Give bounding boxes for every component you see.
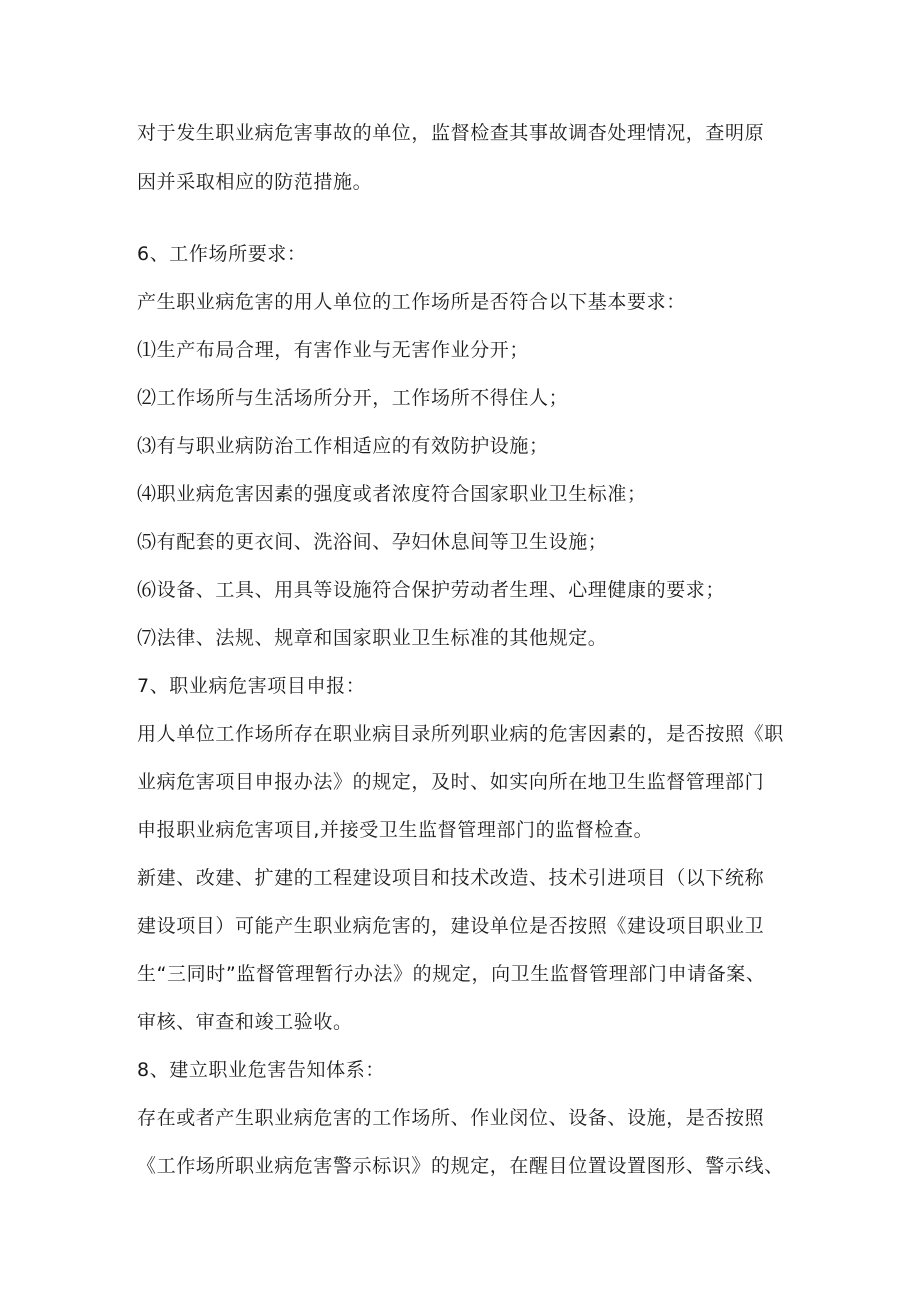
paragraph-line: 因并采取相应的防范措施。: [137, 171, 373, 193]
section-6-heading: 6、工作场所要求：: [137, 243, 307, 265]
section-6-intro: 产生职业病危害的用人单位的工作场所是否符合以下基本要求：: [137, 291, 686, 313]
list-item: ⑺法律、法规、规章和国家职业卫生标准的其他规定。: [137, 627, 608, 649]
list-item: ⑵工作场所与生活场所分开，工作场所不得住人；: [137, 387, 569, 409]
paragraph-line: 用人单位工作场所存在职业病目录所列职业病的危害因素的，是否按照《职: [137, 723, 784, 745]
paragraph-line: 业病危害项目申报办法》的规定，及时、如实向所在地卫生监督管理部门: [137, 771, 765, 793]
list-item: ⑶有与职业病防治工作相适应的有效防护设施；: [137, 435, 549, 457]
paragraph-line: 审核、审查和竣工验收。: [137, 1011, 353, 1033]
paragraph-line: 申报职业病危害项目,并接受卫生监督管理部门的监督检查。: [137, 819, 654, 841]
paragraph-line: 对于发生职业病危害事故的单位，监督检查其事故调杳处理情况，查明原: [137, 122, 765, 144]
paragraph-line: 《工作场所职业病危害警示标识》的规定，在醒目位置设置图形、警示线、: [137, 1155, 784, 1177]
paragraph-line: 建设项目）可能产生职业病危害的，建设单位是否按照《建设项目职业卫: [137, 915, 765, 937]
list-item: ⑸有配套的更衣间、洗浴间、孕妇休息间等卫生设施；: [137, 531, 608, 553]
list-item: ⑷职业病危害因素的强度或者浓度符合国家职业卫生标准；: [137, 483, 647, 505]
section-8-heading: 8、建立职业危害告知体系：: [137, 1059, 385, 1081]
paragraph-line: 生“三同时”监督管理暂行办法》的规定，向卫生监督管理部门申请备案、: [137, 963, 766, 985]
list-item: ⑹设备、工具、用具等设施符合保护劳动者生理、心理健康的要求；: [137, 579, 726, 601]
paragraph-line: 存在或者产生职业病危害的工作场所、作业闵位、设备、设施，是否按照: [137, 1107, 765, 1129]
paragraph-line: 新建、改建、扩建的工程建设项目和技术改造、技术引进项目（以下统称: [137, 867, 765, 889]
list-item: ⑴生产布局合理，有害作业与无害作业分开；: [137, 339, 530, 361]
section-7-heading: 7、职业病危害项目申报：: [137, 675, 366, 697]
